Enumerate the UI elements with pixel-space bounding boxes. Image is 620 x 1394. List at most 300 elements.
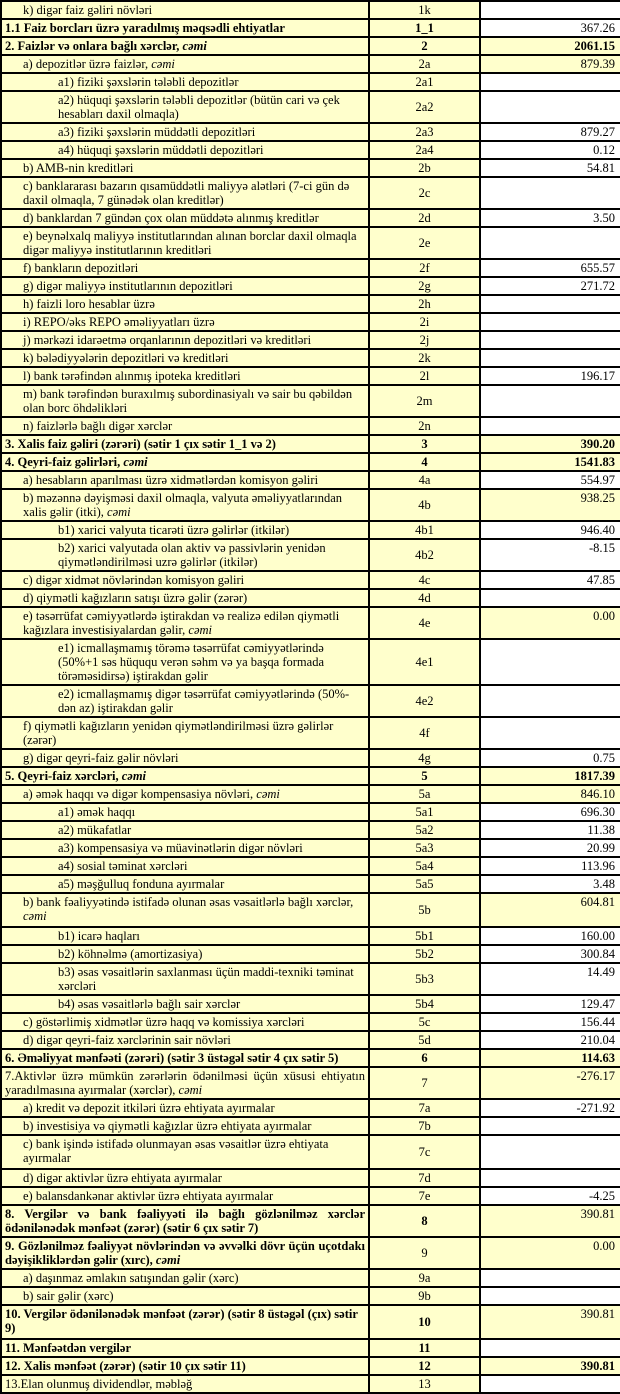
row-description: b1) xarici valyuta ticarəti üzrə gəlirlər (itkilər)	[58, 523, 290, 537]
table-row	[1, 367, 620, 385]
value-cell: 196.17	[480, 367, 620, 385]
row-description: 8. Vergilər və bank fəaliyyəti ilə bağlı gözlənilməz xərclər ödənilənədək mənfəət (zərər) (sətir 6 çıx sətir 7)	[5, 1207, 365, 1235]
row-description: b1) icarə haqları	[58, 929, 140, 943]
description-cell	[1, 767, 369, 785]
value-cell: 390.20	[480, 435, 620, 453]
description-cell	[1, 607, 369, 639]
table-row	[1, 893, 620, 927]
description-cell	[1, 295, 369, 313]
description-cell	[1, 1117, 369, 1135]
value-cell	[480, 1117, 620, 1135]
value-cell: 160.00	[480, 927, 620, 945]
table-row	[1, 539, 620, 571]
row-description: l) bank tərəfindən alınmış ipoteka kreditləri	[23, 369, 241, 383]
description-cell	[1, 803, 369, 821]
description-cell	[1, 1187, 369, 1205]
table-row	[1, 945, 620, 963]
row-description: h) faizli loro hesablar üzrə	[23, 297, 155, 311]
value-cell	[480, 639, 620, 685]
table-row	[1, 1031, 620, 1049]
row-description: 7.Aktivlər üzrə mümkün zərərlərin ödənilməsi üçün xüsusi ehtiyatın yaradılmasına ayırmalar (xərclər),	[5, 1069, 365, 1097]
code-cell: 12	[369, 1357, 480, 1375]
description-cell	[1, 1305, 369, 1339]
row-description: a1) fiziki şəxslərin tələbli depozitlər	[58, 75, 239, 89]
code-cell: 2a3	[369, 123, 480, 141]
code-cell: 2n	[369, 417, 480, 435]
row-description: b2) xarici valyutada olan aktiv və passivlərin yenidən qiymətləndirilməsi uzrə gəlirlər (itkilər)	[58, 541, 326, 569]
description-cell	[1, 55, 369, 73]
table-row	[1, 471, 620, 489]
description-cell	[1, 639, 369, 685]
code-cell: 5d	[369, 1031, 480, 1049]
description-cell	[1, 1, 369, 19]
value-cell: 367.26	[480, 19, 620, 37]
value-cell	[480, 1339, 620, 1357]
table-row	[1, 1187, 620, 1205]
value-cell: -271.92	[480, 1099, 620, 1117]
code-cell: 2g	[369, 277, 480, 295]
code-cell: 2m	[369, 385, 480, 417]
row-description: d) digər aktivlər üzrə ehtiyata ayırmalar	[23, 1171, 222, 1185]
row-description: c) banklararası bazarın qısamüddətli maliyyə alətləri (7-ci gün də daxil olmaqla, 7 günədək olan kreditlər)	[23, 179, 350, 207]
code-cell: 9	[369, 1237, 480, 1269]
code-cell: 5a2	[369, 821, 480, 839]
row-description: d) digər qeyri-faiz xərclərinin sair növləri	[23, 1033, 231, 1047]
description-cell	[1, 685, 369, 717]
value-cell: 390.81	[480, 1205, 620, 1237]
row-description: a5) məşğulluq fonduna ayırmalar	[58, 877, 225, 891]
code-cell: 8	[369, 1205, 480, 1237]
code-cell: 2a	[369, 55, 480, 73]
table-row	[1, 875, 620, 893]
code-cell: 1k	[369, 1, 480, 19]
code-cell: 2c	[369, 177, 480, 209]
description-cell	[1, 839, 369, 857]
code-cell: 2j	[369, 331, 480, 349]
table-row	[1, 803, 620, 821]
description-cell	[1, 435, 369, 453]
row-description-italic-suffix: cəmi	[121, 769, 147, 783]
row-description: a2) hüquqi şəxslərin tələbli depozitlər (bütün cari və çek hesabları daxil olmaqla)	[58, 93, 340, 121]
table-row	[1, 177, 620, 209]
description-cell	[1, 37, 369, 55]
description-cell	[1, 1237, 369, 1269]
description-cell	[1, 995, 369, 1013]
code-cell: 13	[369, 1375, 480, 1393]
description-cell	[1, 123, 369, 141]
row-description-italic-suffix: cəmi	[182, 39, 207, 53]
code-cell: 4f	[369, 717, 480, 749]
value-cell: 210.04	[480, 1031, 620, 1049]
description-cell	[1, 367, 369, 385]
code-cell: 4a	[369, 471, 480, 489]
table-row	[1, 19, 620, 37]
description-cell	[1, 1031, 369, 1049]
row-description: f) bankların depozitləri	[23, 261, 139, 275]
description-cell	[1, 91, 369, 123]
description-cell	[1, 19, 369, 37]
table-row	[1, 1287, 620, 1305]
table-row	[1, 1099, 620, 1117]
table-row	[1, 1049, 620, 1067]
code-cell: 7b	[369, 1117, 480, 1135]
value-cell: 129.47	[480, 995, 620, 1013]
code-cell: 7c	[369, 1135, 480, 1169]
code-cell: 5a1	[369, 803, 480, 821]
code-cell: 2a4	[369, 141, 480, 159]
table-row	[1, 639, 620, 685]
table-row	[1, 1205, 620, 1237]
description-cell	[1, 1067, 369, 1099]
description-cell	[1, 521, 369, 539]
code-cell: 2	[369, 37, 480, 55]
code-cell: 2l	[369, 367, 480, 385]
code-cell: 2k	[369, 349, 480, 367]
table-row	[1, 1269, 620, 1287]
code-cell: 5a4	[369, 857, 480, 875]
code-cell: 10	[369, 1305, 480, 1339]
value-cell: 0.00	[480, 1237, 620, 1269]
value-cell: 113.96	[480, 857, 620, 875]
row-description: d) qiymətli kağızların satışı üzrə gəlir (zərər)	[23, 591, 248, 605]
table-row	[1, 521, 620, 539]
code-cell: 7a	[369, 1099, 480, 1117]
code-cell: 5a5	[369, 875, 480, 893]
row-description: 11. Mənfəətdən vergilər	[5, 1341, 131, 1355]
table-row	[1, 589, 620, 607]
row-description: g) digər maliyyə institutlarının depozitləri	[23, 279, 233, 293]
description-cell	[1, 749, 369, 767]
table-body	[1, 1, 620, 1393]
table-row	[1, 571, 620, 589]
row-description-italic-suffix: cəmi	[123, 455, 148, 469]
description-cell	[1, 331, 369, 349]
table-row	[1, 1117, 620, 1135]
table-row	[1, 209, 620, 227]
description-cell	[1, 963, 369, 995]
description-cell	[1, 1339, 369, 1357]
row-description: a4) hüquqi şəxslərin müddətli depozitləri	[58, 143, 264, 157]
code-cell: 2b	[369, 159, 480, 177]
description-cell	[1, 875, 369, 893]
table-row	[1, 259, 620, 277]
value-cell	[480, 685, 620, 717]
description-cell	[1, 313, 369, 331]
row-description: n) faizlərlə bağlı digər xərclər	[23, 419, 173, 433]
value-cell: 846.10	[480, 785, 620, 803]
row-description: a2) mükafatlar	[58, 823, 132, 837]
table-row	[1, 1013, 620, 1031]
row-description: k) bələdiyyələrin depozitləri və kreditləri	[23, 351, 229, 365]
code-cell: 5a3	[369, 839, 480, 857]
code-cell: 7	[369, 1067, 480, 1099]
value-cell	[480, 313, 620, 331]
value-cell	[480, 717, 620, 749]
value-cell: 3.50	[480, 209, 620, 227]
description-cell	[1, 385, 369, 417]
table-row	[1, 1339, 620, 1357]
description-cell	[1, 927, 369, 945]
table-row	[1, 857, 620, 875]
code-cell: 5	[369, 767, 480, 785]
row-description-italic-suffix: cəmi	[155, 1253, 181, 1267]
value-cell: 11.38	[480, 821, 620, 839]
row-description: b) məzənnə dəyişməsi daxil olmaqla, valyuta əməliyyatlarından xalis gəlir (itki),	[23, 491, 342, 519]
value-cell: 1541.83	[480, 453, 620, 471]
row-description: e2) icmallaşmamış digər təsərrüfat cəmiyyətlərində (50%-dən az) iştirakdan gəlir	[58, 687, 350, 715]
value-cell: 879.39	[480, 55, 620, 73]
code-cell: 2d	[369, 209, 480, 227]
row-description: b4) əsas vəsaitlərlə bağlı sair xərclər	[58, 997, 241, 1011]
description-cell	[1, 571, 369, 589]
value-cell	[480, 1169, 620, 1187]
row-description: a) hesabların aparılması üzrə xidmətlərdən komisyon gəliri	[23, 473, 319, 487]
row-description: a) əmək haqqı və digər kompensasiya növləri,	[23, 787, 257, 801]
code-cell: 3	[369, 435, 480, 453]
row-description-italic-suffix: cəmi	[256, 787, 280, 801]
value-cell	[480, 1135, 620, 1169]
row-description: 2. Faizlər və onlara bağlı xərclər,	[5, 39, 183, 53]
code-cell: 2f	[369, 259, 480, 277]
value-cell: 156.44	[480, 1013, 620, 1031]
code-cell: 2h	[369, 295, 480, 313]
table-row	[1, 1375, 620, 1393]
description-cell	[1, 785, 369, 803]
description-cell	[1, 1205, 369, 1237]
description-cell	[1, 893, 369, 927]
value-cell: 938.25	[480, 489, 620, 521]
description-cell	[1, 209, 369, 227]
table-row	[1, 55, 620, 73]
description-cell	[1, 1287, 369, 1305]
description-cell	[1, 1013, 369, 1031]
value-cell: 604.81	[480, 893, 620, 927]
table-row	[1, 141, 620, 159]
row-description: g) digər qeyri-faiz gəlir növləri	[23, 751, 179, 765]
value-cell: 2061.15	[480, 37, 620, 55]
description-cell	[1, 857, 369, 875]
row-description: a4) sosial təminat xərcləri	[58, 859, 188, 873]
table-row	[1, 489, 620, 521]
table-row	[1, 1, 620, 19]
value-cell: 300.84	[480, 945, 620, 963]
row-description-italic-suffix: cəmi	[107, 505, 131, 519]
description-cell	[1, 1375, 369, 1393]
value-cell	[480, 73, 620, 91]
code-cell: 4e	[369, 607, 480, 639]
value-cell: 946.40	[480, 521, 620, 539]
row-description: m) bank tərəfindən buraxılmış subordinasiyalı və sair bu qəbildən olan borc öhdəlikləri	[23, 387, 353, 415]
value-cell: -4.25	[480, 1187, 620, 1205]
value-cell: 390.81	[480, 1357, 620, 1375]
row-description: j) mərkəzi idarəetmə orqanlarının depozitləri və kreditləri	[23, 333, 312, 347]
row-description: 6. Əməliyyat mənfəəti (zərəri) (sətir 3 üstəgəl sətir 4 çıx sətir 5)	[5, 1051, 339, 1065]
table-row	[1, 91, 620, 123]
description-cell	[1, 717, 369, 749]
description-cell	[1, 471, 369, 489]
code-cell: 2e	[369, 227, 480, 259]
row-description: 10. Vergilər ödənilənədək mənfəət (zərər) (sətir 8 üstəgəl (çıx) sətir 9)	[5, 1307, 358, 1335]
row-description-italic-suffix: cəmi	[23, 909, 47, 923]
table-row	[1, 1357, 620, 1375]
value-cell: 14.49	[480, 963, 620, 995]
value-cell	[480, 91, 620, 123]
description-cell	[1, 141, 369, 159]
description-cell	[1, 227, 369, 259]
row-description: a) depozitlər üzrə faizlər,	[23, 57, 152, 71]
description-cell	[1, 73, 369, 91]
table-row	[1, 435, 620, 453]
value-cell	[480, 589, 620, 607]
row-description: e) beynəlxalq maliyyə institutlarından alınan borclar daxil olmaqla digər maliyyə institutlarının kreditləri	[23, 229, 357, 257]
row-description: d) banklardan 7 gündən çox olan müddətə alınmış kreditlər	[23, 211, 319, 225]
code-cell: 7d	[369, 1169, 480, 1187]
row-description: 3. Xalis faiz gəliri (zərəri) (sətir 1 çıx sətir 1_1 və 2)	[5, 437, 276, 451]
row-description: 1.1 Faiz borcları üzrə yaradılmış məqsədli ehtiyatlar	[5, 21, 285, 35]
value-cell: 54.81	[480, 159, 620, 177]
table-row	[1, 349, 620, 367]
row-description: b) investisiya və qiymətli kağızlar üzrə ehtiyata ayırmalar	[23, 1119, 312, 1133]
value-cell: 0.12	[480, 141, 620, 159]
row-description: c) göstərlimiş xidmətlər üzrə haqq və komissiya xərcləri	[23, 1015, 305, 1029]
row-description: c) bank işində istifadə olunmayan əsas vəsaitlər üzrə ehtiyata ayırmalar	[23, 1137, 329, 1165]
value-cell: 554.97	[480, 471, 620, 489]
code-cell: 4e2	[369, 685, 480, 717]
table-row	[1, 717, 620, 749]
row-description: b) bank fəaliyyətində istifadə olunan əsas vəsaitlərlə bağlı xərclər,	[23, 895, 354, 909]
row-description: b) AMB-nin kreditləri	[23, 161, 134, 175]
value-cell: 47.85	[480, 571, 620, 589]
value-cell	[480, 349, 620, 367]
row-description-italic-suffix: cəmi	[188, 623, 213, 637]
description-cell	[1, 1049, 369, 1067]
row-description: 9. Gözlənilməz fəaliyyət növlərindən və əvvəlki dövr üçün uçotdakı dəyişikliklərdən gəlir (xırc),	[5, 1239, 365, 1267]
code-cell: 4g	[369, 749, 480, 767]
code-cell: 4b2	[369, 539, 480, 571]
description-cell	[1, 453, 369, 471]
description-cell	[1, 821, 369, 839]
row-description: 5. Qeyri-faiz xərcləri,	[5, 769, 122, 783]
table-row	[1, 963, 620, 995]
table-row	[1, 785, 620, 803]
row-description: 13.Elan olunmuş dividendlər, məbləğ	[5, 1377, 193, 1391]
value-cell: 655.57	[480, 259, 620, 277]
code-cell: 6	[369, 1049, 480, 1067]
table-row	[1, 821, 620, 839]
description-cell	[1, 489, 369, 521]
value-cell	[480, 227, 620, 259]
value-cell: -276.17	[480, 1067, 620, 1099]
value-cell: 879.27	[480, 123, 620, 141]
code-cell: 4b	[369, 489, 480, 521]
value-cell	[480, 331, 620, 349]
value-cell: 20.99	[480, 839, 620, 857]
description-cell	[1, 945, 369, 963]
table-row	[1, 1067, 620, 1099]
description-cell	[1, 589, 369, 607]
value-cell	[480, 177, 620, 209]
value-cell: -8.15	[480, 539, 620, 571]
value-cell	[480, 1287, 620, 1305]
table-row	[1, 685, 620, 717]
value-cell	[480, 417, 620, 435]
code-cell: 5b	[369, 893, 480, 927]
code-cell: 4e1	[369, 639, 480, 685]
row-description: 12. Xalis mənfəət (zərər) (sətir 10 çıx sətir 11)	[5, 1359, 246, 1373]
row-description: a1) əmək haqqı	[58, 805, 136, 819]
table-row	[1, 453, 620, 471]
table-row	[1, 1169, 620, 1187]
row-description: b) sair gəlir (xərc)	[23, 1289, 114, 1303]
table-row	[1, 73, 620, 91]
code-cell: 4d	[369, 589, 480, 607]
description-cell	[1, 539, 369, 571]
table-row	[1, 313, 620, 331]
value-cell: 0.75	[480, 749, 620, 767]
value-cell	[480, 1, 620, 19]
table-row	[1, 331, 620, 349]
description-cell	[1, 1169, 369, 1187]
value-cell	[480, 385, 620, 417]
code-cell: 5c	[369, 1013, 480, 1031]
row-description-italic-suffix: cəmi	[178, 1083, 203, 1097]
row-description: b2) köhnəlmə (amortizasiya)	[58, 947, 203, 961]
code-cell: 5a	[369, 785, 480, 803]
code-cell: 5b3	[369, 963, 480, 995]
code-cell: 5b4	[369, 995, 480, 1013]
value-cell	[480, 1375, 620, 1393]
description-cell	[1, 277, 369, 295]
row-description: a3) kompensasiya və müavinətlərin digər növləri	[58, 841, 303, 855]
table-row	[1, 749, 620, 767]
description-cell	[1, 1357, 369, 1375]
value-cell: 1817.39	[480, 767, 620, 785]
table-row	[1, 1237, 620, 1269]
table-row	[1, 417, 620, 435]
value-cell	[480, 295, 620, 313]
table-row	[1, 295, 620, 313]
code-cell: 2a1	[369, 73, 480, 91]
table-row	[1, 839, 620, 857]
table-row	[1, 1135, 620, 1169]
description-cell	[1, 417, 369, 435]
table-row	[1, 1305, 620, 1339]
table-row	[1, 385, 620, 417]
table-row	[1, 927, 620, 945]
description-cell	[1, 1099, 369, 1117]
code-cell: 7e	[369, 1187, 480, 1205]
code-cell: 9a	[369, 1269, 480, 1287]
value-cell: 271.72	[480, 277, 620, 295]
code-cell: 5b1	[369, 927, 480, 945]
code-cell: 2i	[369, 313, 480, 331]
row-description: 4. Qeyri-faiz gəlirləri,	[5, 455, 124, 469]
code-cell: 4b1	[369, 521, 480, 539]
table-row	[1, 767, 620, 785]
value-cell: 390.81	[480, 1305, 620, 1339]
table-row	[1, 123, 620, 141]
description-cell	[1, 159, 369, 177]
value-cell: 0.00	[480, 607, 620, 639]
row-description-italic-suffix: cəmi	[151, 57, 175, 71]
row-description: e1) icmallaşmamış törəmə təsərrüfat cəmiyyətlərində (50%+1 səs hüququ verən səhm və ya başqa formada törəməsidirsə) iştirakdan gəlir	[58, 641, 324, 683]
row-description: f) qiymətli kağızların yenidən qiymətləndirilməsi üzrə gəlirlər (zərər)	[23, 719, 334, 747]
table-row	[1, 995, 620, 1013]
value-cell	[480, 1269, 620, 1287]
description-cell	[1, 349, 369, 367]
row-description: k) digər faiz gəliri növləri	[23, 3, 153, 17]
row-description: a) kredit və depozit itkiləri üzrə ehtiyata ayırmalar	[23, 1101, 275, 1115]
